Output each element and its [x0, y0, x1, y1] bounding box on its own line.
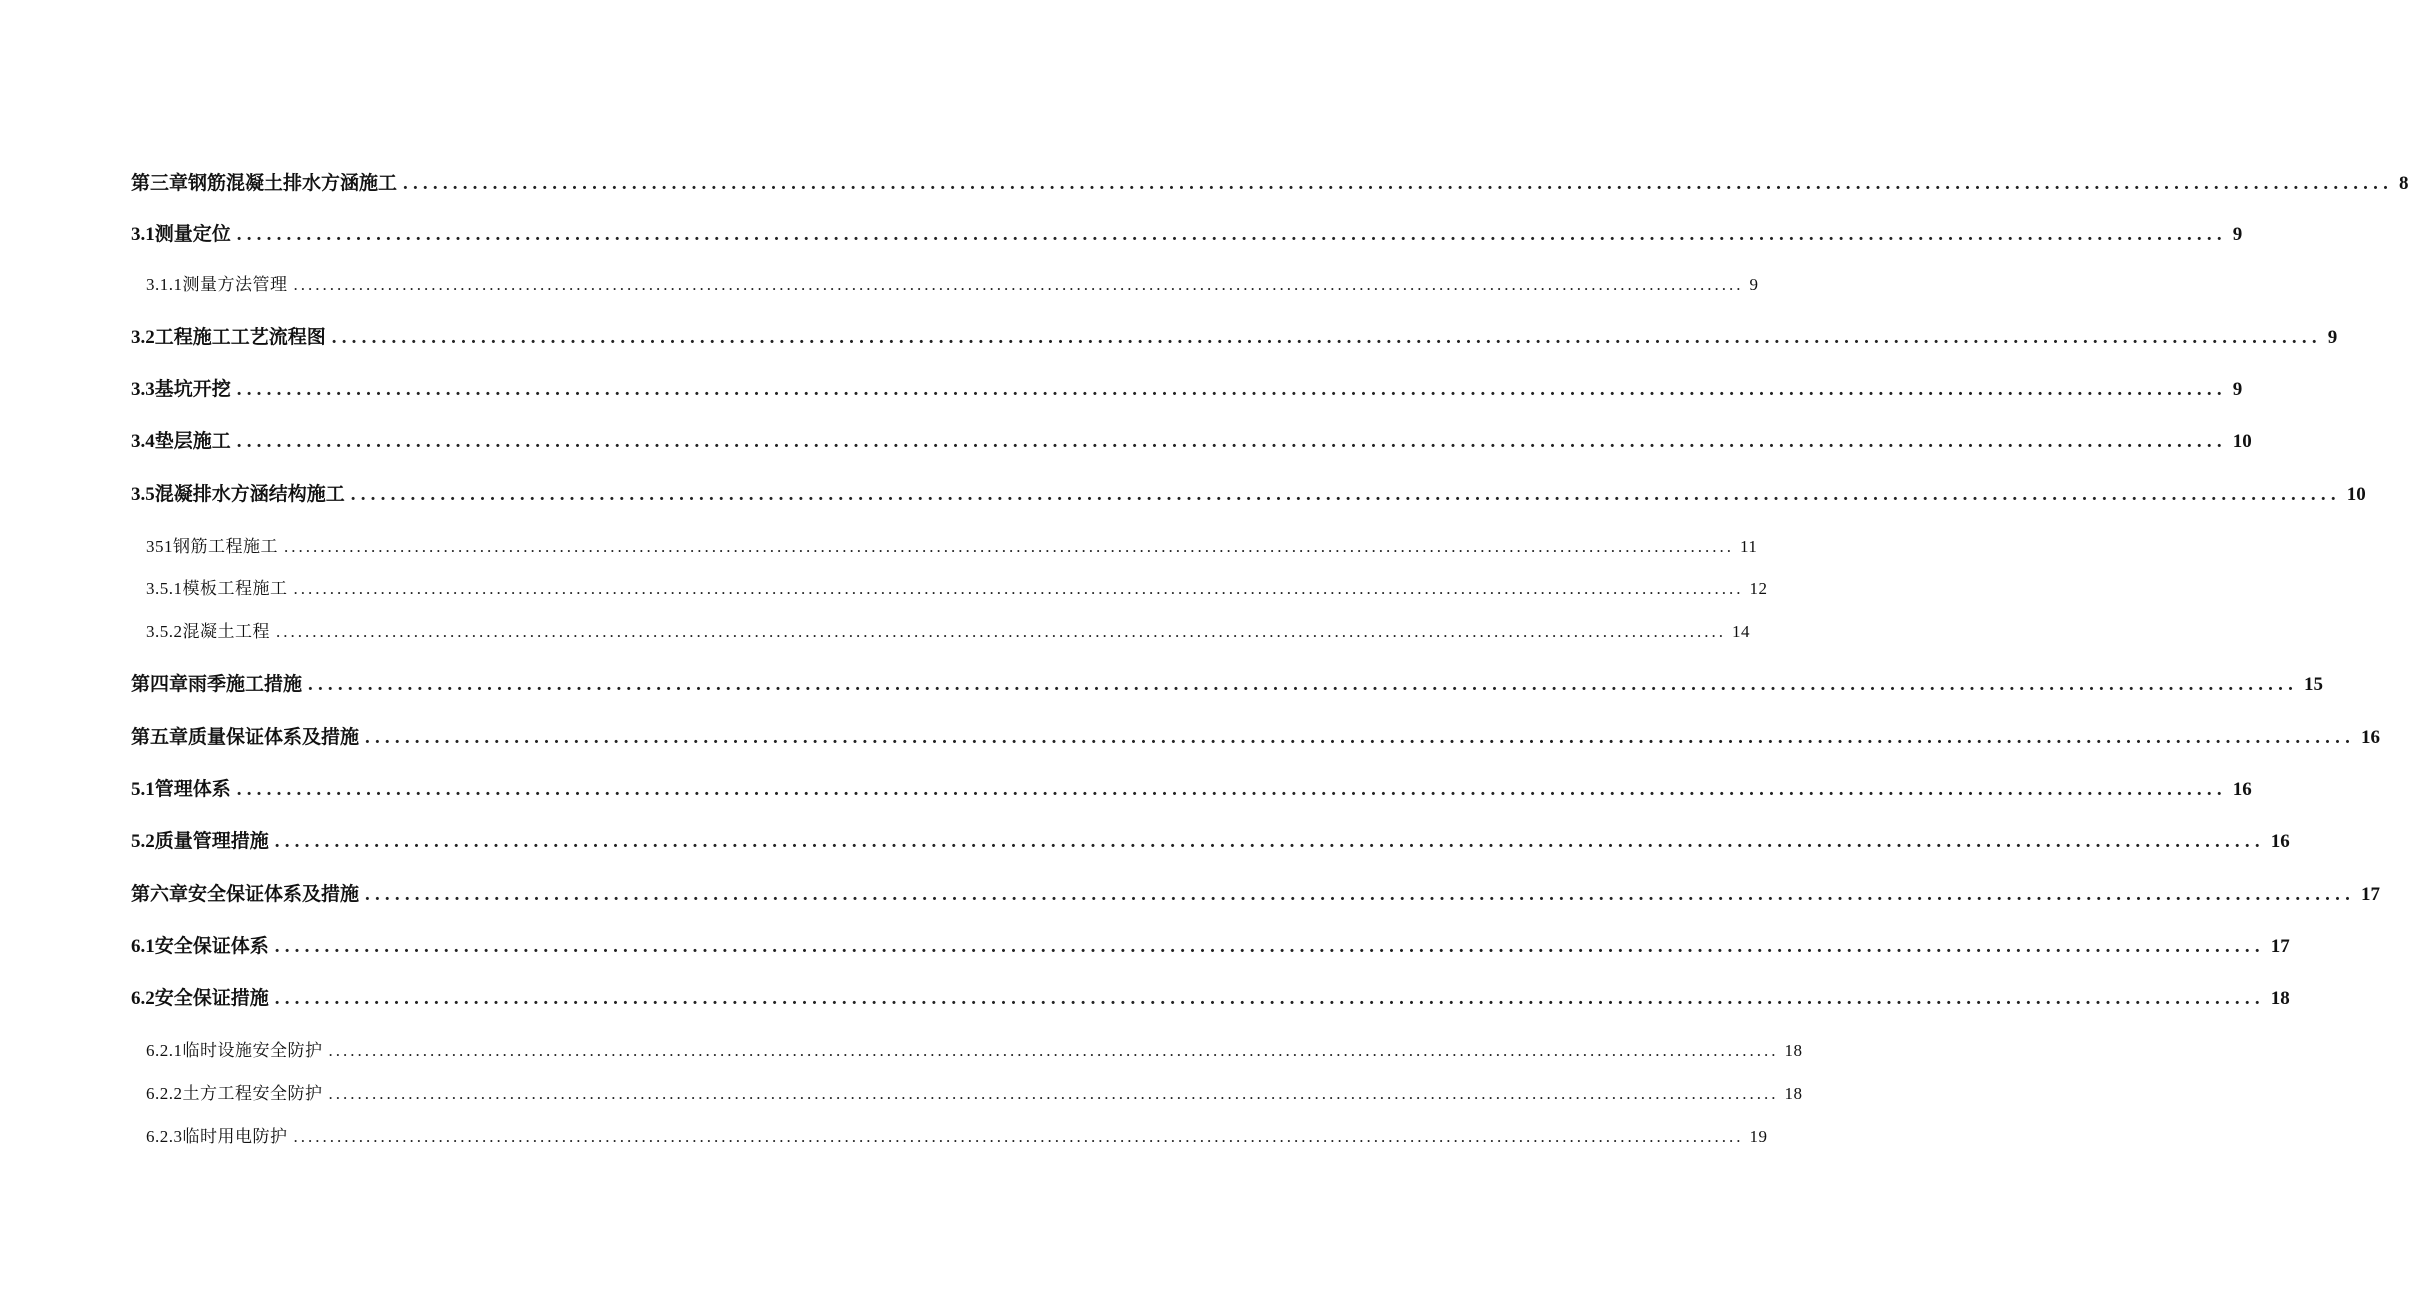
toc-entry-number: 3.5 — [131, 484, 155, 505]
toc-entry-title: 临时用电防护 — [182, 1127, 288, 1146]
toc-entry-title: 第三章钢筋混凝土排水方涵施工 — [131, 173, 398, 194]
toc-entry-page-number: 12 — [1749, 579, 1768, 598]
toc-entry-page-number: 16 — [2361, 727, 2381, 748]
toc-entry-number: 3.3 — [131, 379, 155, 400]
toc-entry-number: 3.1.1 — [146, 275, 183, 294]
toc-dot-leader: ........................................................................................................................................................................................................ — [274, 831, 2265, 852]
toc-entry-title: 基坑开挖 — [154, 379, 231, 400]
toc-entry-page-number: 11 — [1740, 537, 1758, 556]
toc-entry-number: 3.4 — [131, 431, 155, 452]
toc-dot-leader: ........................................................................................................................................................................................................ — [328, 1041, 1779, 1060]
toc-entry-page-number: 18 — [2270, 988, 2290, 1009]
toc-dot-leader: ........................................................................................................................................................................................................ — [403, 173, 2394, 194]
toc-entry-number: 6.2.1 — [146, 1041, 183, 1060]
toc-entry[interactable] — [131, 931, 2290, 958]
toc-entry[interactable] — [146, 617, 1750, 642]
toc-dot-leader: ........................................................................................................................................................................................................ — [236, 779, 2227, 800]
toc-entry[interactable] — [146, 270, 1759, 295]
toc-entry-title: 安全保证措施 — [154, 988, 269, 1009]
toc-entry-title: 安全保证体系 — [154, 936, 269, 957]
toc-entry-number: 6.2.3 — [146, 1127, 183, 1146]
toc-dot-leader: ........................................................................................................................................................................................................ — [293, 579, 1744, 598]
toc-dot-leader: ........................................................................................................................................................................................................ — [308, 674, 2299, 695]
toc-entry[interactable] — [146, 1122, 1768, 1147]
toc-entry[interactable] — [131, 426, 2252, 453]
toc-entry-number: 3.5.1 — [146, 579, 183, 598]
toc-entry[interactable] — [131, 879, 2381, 906]
toc-entry-page-number: 14 — [1732, 622, 1750, 641]
toc-entry-page-number: 10 — [2232, 431, 2252, 452]
toc-entry[interactable] — [131, 374, 2243, 401]
toc-entry[interactable] — [146, 1079, 1803, 1104]
toc-entry-title: 混凝土工程 — [182, 622, 270, 641]
toc-entry-page-number: 18 — [1784, 1084, 1803, 1103]
toc-entry-number: 5.1 — [131, 779, 155, 800]
toc-entry-page-number: 10 — [2346, 484, 2366, 505]
toc-entry-page-number: 16 — [2232, 779, 2252, 800]
toc-entry-number: 5.2 — [131, 831, 155, 852]
toc-entry-page-number: 16 — [2270, 831, 2290, 852]
toc-entry-title: 质量管理措施 — [154, 831, 269, 852]
toc-entry-page-number: 17 — [2361, 884, 2381, 905]
toc-entry[interactable] — [146, 1036, 1803, 1061]
toc-dot-leader: ........................................................................................................................................................................................................ — [365, 727, 2356, 748]
toc-entry[interactable] — [146, 532, 1758, 557]
toc-dot-leader: ........................................................................................................................................................................................................ — [236, 379, 2227, 400]
toc-entry-page-number: 8 — [2399, 173, 2409, 194]
toc-entry-number: 3.1 — [131, 224, 155, 245]
toc-entry-title: 模板工程施工 — [182, 579, 288, 598]
toc-entry-title: 管理体系 — [154, 779, 231, 800]
toc-entry-page-number: 9 — [2232, 379, 2243, 400]
toc-dot-leader: ........................................................................................................................................................................................................ — [236, 224, 2227, 245]
toc-entry[interactable] — [131, 983, 2290, 1010]
toc-dot-leader: ........................................................................................................................................................................................................ — [274, 936, 2265, 957]
toc-dot-leader: ........................................................................................................................................................................................................ — [274, 988, 2265, 1009]
toc-entry-title: 测量定位 — [154, 224, 231, 245]
toc-entry-title: 测量方法管理 — [182, 275, 288, 294]
toc-entry-title: 土方工程安全防护 — [182, 1084, 323, 1103]
toc-entry-title: 垫层施工 — [154, 431, 231, 452]
toc-entry[interactable] — [146, 574, 1768, 599]
toc-entry-title: 工程施工工艺流程图 — [154, 327, 326, 348]
toc-entry-title: 第六章安全保证体系及措施 — [131, 884, 360, 905]
toc-dot-leader: ........................................................................................................................................................................................................ — [293, 1127, 1744, 1146]
toc-dot-leader: ........................................................................................................................................................................................................ — [328, 1084, 1779, 1103]
toc-entry-page-number: 9 — [2327, 327, 2338, 348]
toc-entry-page-number: 9 — [1749, 275, 1759, 294]
toc-entry[interactable] — [131, 722, 2381, 749]
toc-entry[interactable] — [131, 168, 2409, 195]
toc-entry-page-number: 9 — [2232, 224, 2243, 245]
toc-dot-leader: ........................................................................................................................................................................................................ — [365, 884, 2356, 905]
toc-entry-number: 3.5.2 — [146, 622, 183, 641]
toc-entry-title: 混凝排水方涵结构施工 — [154, 484, 345, 505]
toc-dot-leader: ........................................................................................................................................................................................................ — [276, 622, 1726, 641]
toc-entry-title: 第四章雨季施工措施 — [131, 674, 303, 695]
toc-dot-leader: ........................................................................................................................................................................................................ — [331, 327, 2322, 348]
toc-dot-leader: ........................................................................................................................................................................................................ — [293, 275, 1744, 294]
toc-entry[interactable] — [131, 219, 2243, 246]
toc-dot-leader: ........................................................................................................................................................................................................ — [284, 537, 1734, 556]
toc-entry[interactable] — [131, 322, 2338, 349]
toc-entry[interactable] — [131, 669, 2324, 696]
toc-entry[interactable] — [131, 479, 2366, 506]
toc-entry-number: 3.2 — [131, 327, 155, 348]
toc-entry-number: 6.2 — [131, 988, 155, 1009]
toc-entry[interactable] — [131, 774, 2252, 801]
toc-dot-leader: ........................................................................................................................................................................................................ — [236, 431, 2227, 452]
toc-entry-number: 6.1 — [131, 936, 155, 957]
toc-entry-page-number: 17 — [2270, 936, 2290, 957]
toc-entry-title: 351钢筋工程施工 — [146, 537, 278, 556]
toc-entry-page-number: 15 — [2304, 674, 2324, 695]
toc-entry[interactable] — [131, 826, 2290, 853]
toc-entry-number: 6.2.2 — [146, 1084, 183, 1103]
toc-entry-page-number: 19 — [1749, 1127, 1768, 1146]
toc-dot-leader: ........................................................................................................................................................................................................ — [350, 484, 2341, 505]
toc-entry-title: 临时设施安全防护 — [182, 1041, 323, 1060]
toc-entry-page-number: 18 — [1784, 1041, 1803, 1060]
toc-entry-title: 第五章质量保证体系及措施 — [131, 727, 360, 748]
